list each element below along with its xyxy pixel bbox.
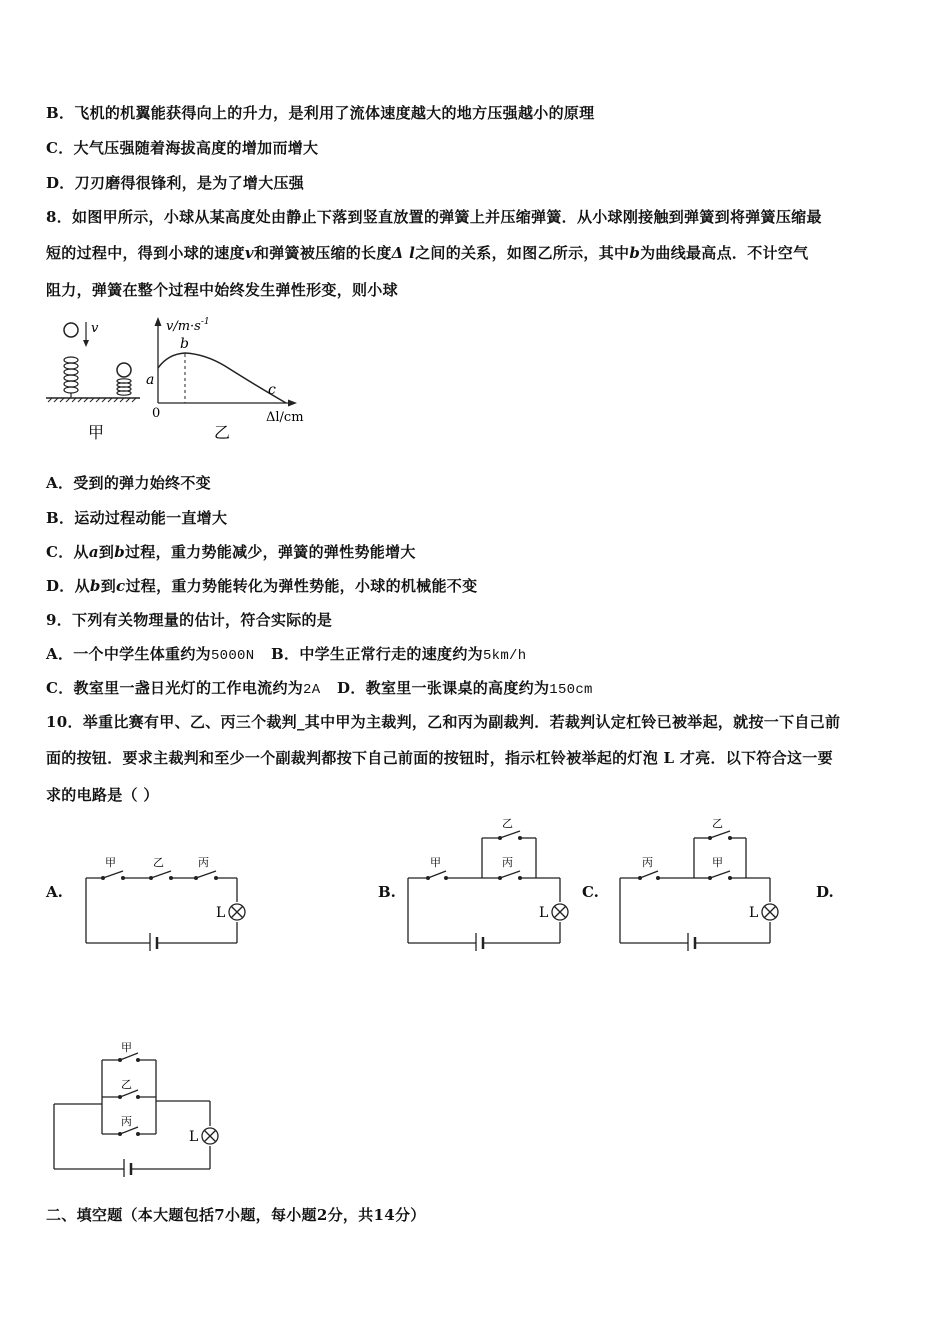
- circuit-b: [400, 816, 580, 951]
- q8-stem-line1: 8．如图甲所示，小球从某高度处由静止下落到竖直放置的弹簧上并压缩弹簧．从小球刚接触到弹簧到将弹簧压缩最: [46, 208, 822, 226]
- lamp-label: L: [216, 905, 226, 921]
- q7-option-d: D．刀刃磨得很锋利，是为了增大压强: [46, 174, 305, 192]
- switch-bing-label: 丙: [642, 856, 653, 869]
- point-a-label: a: [146, 372, 155, 388]
- figure-label-yi: 乙: [214, 423, 231, 442]
- q8-figure: [40, 310, 330, 445]
- switch-bing-label: 丙: [121, 1115, 132, 1128]
- q8-stem-line2: 短的过程中，得到小球的速度v和弹簧被压缩的长度Δ l之间的关系，如图乙所示，其中b为曲线最高点．不计空气: [46, 244, 809, 262]
- q8-option-d: D．从b到c过程，重力势能转化为弹性势能，小球的机械能不变: [46, 577, 478, 595]
- switch-jia-label: 甲: [121, 1041, 132, 1054]
- circuit-a-label: A.: [46, 883, 63, 901]
- ball-on-spring: [117, 363, 131, 377]
- circuit-d-label: D.: [816, 883, 834, 901]
- switch-yi-label: 乙: [153, 856, 164, 869]
- velocity-curve: [158, 353, 286, 403]
- y-axis-label: $v/m\cdot s^{-1}$: [166, 317, 210, 334]
- q8-option-c: C．从a到b过程，重力势能减少，弹簧的弹性势能增大: [46, 543, 416, 561]
- switch-bing-label: 丙: [198, 856, 209, 869]
- q10-stem-line3: 求的电路是（ ）: [46, 786, 159, 804]
- lamp-label: L: [189, 1129, 199, 1145]
- graph-x-arrowhead: [288, 400, 297, 407]
- switch-bing-label: 丙: [502, 856, 513, 869]
- q8-option-b: B．运动过程动能一直增大: [46, 509, 228, 527]
- circuit-a: [78, 850, 258, 950]
- graph-y-arrowhead: [155, 317, 162, 326]
- switch-jia-label: 甲: [712, 856, 723, 869]
- origin-label: 0: [152, 406, 161, 421]
- section-2-heading: 二、填空题（本大题包括7小题，每小题2分，共14分）: [46, 1206, 426, 1224]
- q7-option-b: B．飞机的机翼能获得向上的升力，是利用了流体速度越大的地方压强越小的原理: [46, 104, 595, 122]
- switch-jia-label: 甲: [105, 856, 116, 869]
- switch-yi-label: 乙: [121, 1078, 132, 1091]
- point-b-label: b: [180, 336, 189, 352]
- lamp-label: L: [749, 905, 759, 921]
- q7-option-c: C．大气压强随着海拔高度的增加而增大: [46, 139, 319, 157]
- circuit-c: [612, 816, 792, 951]
- point-c-label: c: [268, 382, 276, 398]
- q9-options-ab: A．一个中学生体重约为5000N B．中学生正常行走的速度约为5km/h: [46, 645, 527, 664]
- velocity-arrowhead: [83, 340, 89, 347]
- circuit-d: [48, 1042, 228, 1177]
- q8-option-a: A．受到的弹力始终不变: [46, 474, 211, 492]
- q8-stem-line3: 阻力，弹簧在整个过程中始终发生弹性形变，则小球: [46, 281, 398, 299]
- circuit-b-label: B.: [378, 883, 396, 901]
- q9-options-cd: C．教室里一盏日光灯的工作电流约为2A D．教室里一张课桌的高度约为150cm: [46, 679, 593, 698]
- spring-compressed: [117, 379, 131, 395]
- switch-yi-label: 乙: [502, 817, 513, 830]
- q10-stem-line1: 10．举重比赛有甲、乙、丙三个裁判_其中甲为主裁判，乙和丙为副裁判．若裁判认定杠铃已被举起，就按一下自己前: [46, 713, 841, 731]
- switch-yi-label: 乙: [712, 817, 723, 830]
- lamp-label: L: [539, 905, 549, 921]
- q10-stem-line2: 面的按钮．要求主裁判和至少一个副裁判都按下自己前面的按钮时，指示杠铃被举起的灯泡 L 才亮．以下符合这一要: [46, 749, 833, 767]
- x-axis-label: Δl/cm: [266, 410, 304, 425]
- switch-jia-label: 甲: [430, 856, 441, 869]
- falling-ball: [64, 323, 78, 337]
- velocity-label: v: [91, 321, 99, 336]
- q9-stem: 9．下列有关物理量的估计，符合实际的是: [46, 611, 333, 629]
- spring-uncompressed: [64, 357, 78, 398]
- circuit-c-label: C.: [582, 883, 599, 901]
- figure-label-jia: 甲: [88, 423, 105, 442]
